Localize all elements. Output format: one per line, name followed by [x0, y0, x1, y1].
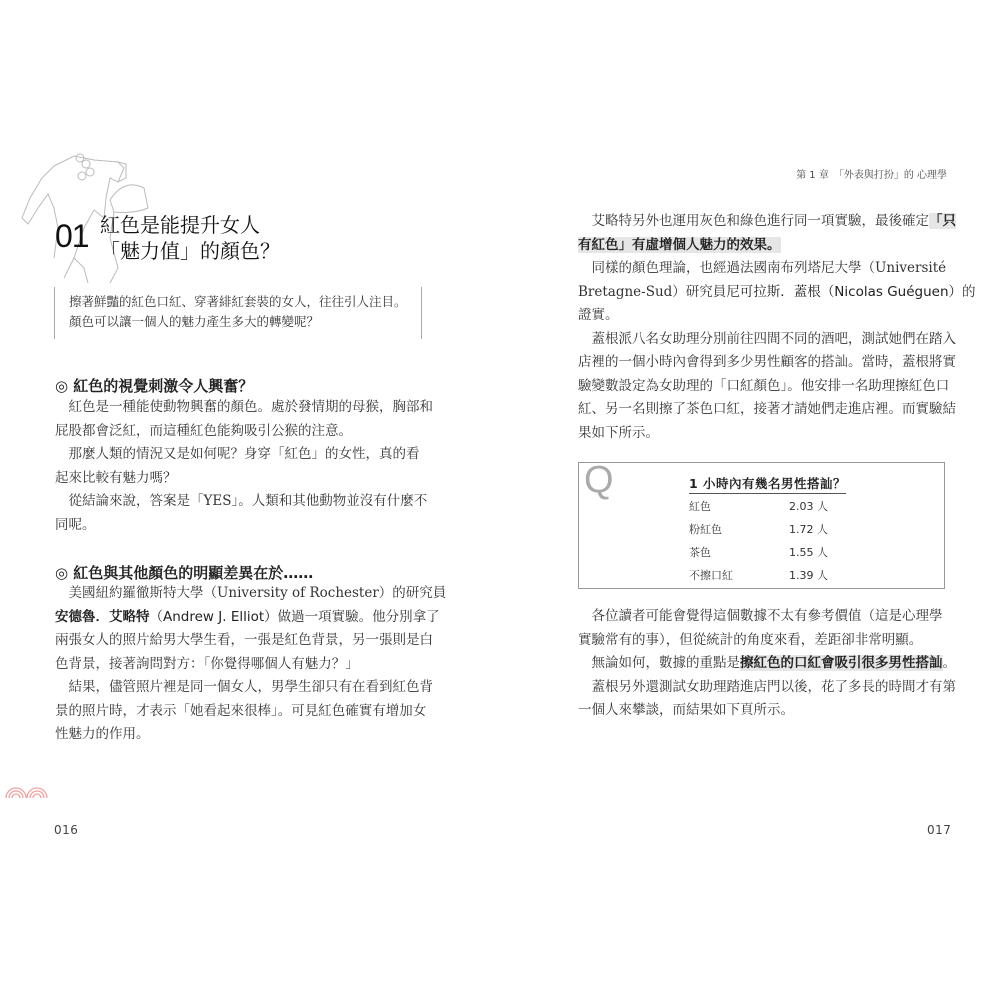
- body-text-fragment: 做過一項實驗。他分別拿了: [277, 608, 440, 625]
- highlighted-text: 「只: [929, 213, 956, 229]
- body-line: 結果，儘管照片裡是同一個女人，男學生卻只有在看到紅色背: [55, 679, 433, 695]
- body-line: 從結論來說，答案是「YES」。人類和其他動物並沒有什麼不: [55, 493, 428, 509]
- chapter-title-line: 「魅力值」的顏色？: [100, 239, 280, 263]
- body-text-fragment: 無論如何，數據的重點是: [578, 655, 740, 671]
- body-line: 各位讀者可能會覺得這個數據不太有參考價值（這是心理學: [578, 608, 943, 624]
- question-title: 1 小時內有幾名男性搭訕？: [689, 474, 846, 494]
- result-label: 茶色: [689, 546, 711, 559]
- section-body: [55, 396, 435, 537]
- body-line: [578, 234, 958, 258]
- body-line: 兩張女人的照片給男大學生看，一張是紅色背景，另一張則是白: [55, 632, 433, 648]
- body-line: 同呢。: [55, 516, 96, 533]
- lead-box: [54, 287, 422, 339]
- body-line: 色背景，接著詢問對方：「你覺得哪個人有魅力？」: [55, 655, 359, 672]
- body-line: 實驗常有的事），但從統計的角度來看，差距卻非常明顯。: [578, 631, 923, 648]
- body-line: [578, 652, 958, 676]
- body-line: 一個人來攀談，而結果如下頁所示。: [578, 702, 794, 718]
- body-line: 屁股都會泛紅，而這種紅色能夠吸引公猴的注意。: [55, 422, 352, 439]
- result-row: [689, 521, 828, 537]
- result-row: [689, 544, 828, 560]
- body-line: 果如下所示。: [578, 424, 659, 441]
- page-number: 016: [54, 823, 79, 837]
- body-line: 起來比較有魅力嗎？: [55, 469, 177, 486]
- body-line: 證實。: [578, 307, 619, 323]
- body-line: 那麼人類的情況又是如何呢？身穿「紅色」的女性，真的看: [55, 446, 420, 462]
- body-section: [578, 210, 976, 445]
- researcher-name: 安德魯．艾略特: [55, 608, 150, 625]
- body-line: 蓋根派八名女助理分別前往四間不同的酒吧，測試她們在踏入: [578, 330, 956, 347]
- body-line: [55, 606, 440, 630]
- body-section: [578, 605, 958, 723]
- body-line: 美國紐約羅徹斯特大學（University of Rochester）的研究員: [55, 585, 447, 601]
- body-line: 性魅力的作用。: [55, 726, 150, 742]
- lead-line: 顏色可以讓一個人的魅力產生多大的轉變呢？: [69, 314, 320, 329]
- question-letter-icon: Q: [584, 459, 614, 501]
- running-head: 第 1 章 「外表與打扮」的 心理學: [796, 170, 947, 181]
- result-row: [689, 567, 828, 583]
- body-text-fragment: 。: [942, 655, 956, 671]
- section-heading: ◎ 紅色的視覺刺激令人興奮？: [55, 377, 254, 395]
- result-label: 粉紅色: [689, 523, 722, 536]
- body-line: [578, 281, 976, 305]
- body-text-fragment: 艾略特另外也運用灰色和綠色進行同一項實驗，最後確定: [578, 213, 929, 229]
- result-value: 1.39 人: [789, 569, 828, 582]
- body-text-fragment: Bretagne-Sud）研究員: [578, 283, 727, 300]
- body-line: 店裡的一個小時內會得到多少男性顧客的搭訕。當時，蓋根將實: [578, 354, 956, 370]
- right-page: [500, 0, 999, 999]
- result-label: 紅色: [689, 500, 711, 513]
- body-line: 驗變數設定為女助理的「口紅顏色」。他安排一名助理擦紅色口: [578, 377, 950, 394]
- section-heading: ◎ 紅色與其他顏色的明顯差異在於……: [55, 564, 314, 582]
- result-value: 1.72 人: [789, 523, 828, 536]
- result-label: 不擦口紅: [689, 569, 733, 582]
- highlighted-text: 有紅色」有虛增個人魅力的效果。: [578, 236, 781, 253]
- lead-line: 擦著鮮豔的紅色口紅、穿著緋紅套裝的女人，往往引人注目。: [69, 294, 407, 309]
- body-line: [578, 210, 958, 234]
- body-line: 紅色是一種能使動物興奮的顏色。處於發情期的母猴，胸部和: [55, 399, 433, 415]
- researcher-latin-name: （Nicolas Guéguen）: [820, 283, 963, 300]
- chapter-title-line: 紅色是能提升女人: [100, 213, 260, 237]
- researcher-latin-name: （Andrew J. Elliot）: [149, 608, 278, 625]
- body-line: 景的照片時，才表示「她看起來很棒」。可見紅色確實有增加女: [55, 702, 427, 719]
- body-line: 同樣的顏色理論，也經過法國南布列塔尼大學（Université: [578, 260, 947, 276]
- chapter-title: [100, 212, 280, 264]
- publisher-mark-icon: [5, 780, 49, 798]
- body-text-fragment: 的: [962, 283, 976, 300]
- page-number: 017: [927, 823, 952, 837]
- result-row: [689, 498, 828, 514]
- section-body: [55, 582, 447, 747]
- highlighted-text: 擦紅色的口紅會吸引很多男性搭訕: [740, 655, 943, 671]
- result-value: 2.03 人: [789, 500, 828, 513]
- chapter-number: 01: [55, 218, 89, 254]
- question-box: [578, 459, 945, 589]
- body-line: 紅、另一名則擦了茶色口紅，接著才請她們走進店裡。而實驗結: [578, 401, 956, 417]
- result-value: 1.55 人: [789, 546, 828, 559]
- researcher-name: 尼可拉斯．蓋根: [726, 283, 821, 300]
- body-line: 蓋根另外還測試女助理踏進店門以後，花了多長的時間才有第: [578, 678, 956, 695]
